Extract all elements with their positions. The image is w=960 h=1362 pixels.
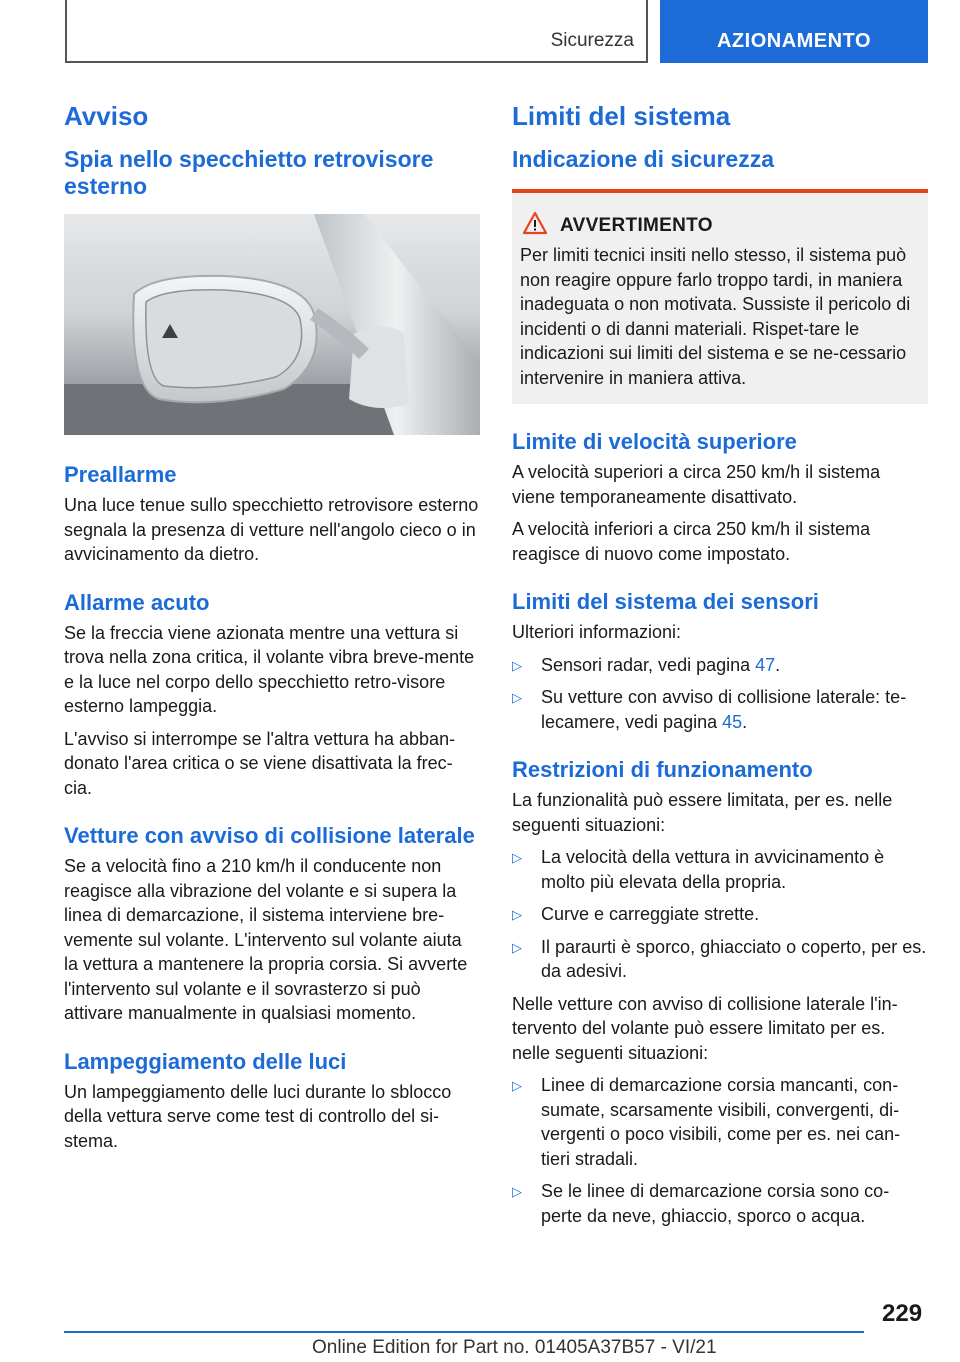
- footer-edition: Online Edition for Part no. 01405A37B57 - VI/21: [312, 1337, 717, 1358]
- bullet-triangle-icon: ▷: [512, 939, 522, 955]
- bullet-triangle-icon: ▷: [512, 850, 522, 865]
- subtitle-spia: Spia nello specchietto retrovisore esterno: [64, 146, 434, 199]
- page-link-47[interactable]: 47: [755, 654, 776, 675]
- subtitle-indicazione: Indicazione di sicurezza: [512, 146, 775, 172]
- list-item: ▷ Linee di demarcazione corsia mancanti, con-sumate, scarsamente visibili, convergenti, di-vergenti o poco visibili, come per es. nei can-tieri stradali.: [512, 1075, 901, 1169]
- list-item: ▷ Curve e carreggiate strette.: [512, 902, 928, 927]
- list-item: ▷ Il paraurti è sporco, ghiacciato o coperto, per es. da adesivi.: [512, 936, 927, 981]
- section-title-limiti: Limiti del sistema: [512, 101, 731, 131]
- warning-triangle-icon: [522, 211, 548, 235]
- header-chapter-tab[interactable]: AZIONAMENTO: [660, 0, 928, 63]
- paragraph-preallarme: Una luce tenue sullo specchietto retrovisore esterno segnala la presenza di vetture nell'angolo cieco o in avvicinamento da dietro.: [64, 495, 479, 564]
- heading-preallarme: Preallarme: [64, 462, 177, 487]
- header-section-label: Sicurezza: [550, 30, 634, 51]
- warning-text: Per limiti tecnici insiti nello stesso, il sistema può non reagire oppure farlo troppo tardi, in maniera inadeguata o non motivata. Sussiste il pericolo di incidenti o di danni materiali. Rispet-tare le indicazioni sui limiti del sistema e se ne-cessario intervenire in maniera attiva.: [520, 245, 911, 388]
- heading-lampeggiamento: Lampeggiamento delle luci: [64, 1048, 347, 1074]
- heading-limiti-sensori: Limiti del sistema dei sensori: [512, 589, 819, 614]
- footer-divider: [64, 1331, 864, 1333]
- list-item: ▷ Su vetture con avviso di collisione laterale: te-lecamere, vedi pagina 45.: [512, 687, 907, 732]
- paragraph-lampeggiamento: Un lampeggiamento delle luci durante lo sblocco della vettura serve come test di controllo del si-stema.: [64, 1081, 452, 1151]
- restrictions-list: [512, 845, 928, 984]
- heading-collisione-laterale: Vetture con avviso di collisione laterale: [64, 823, 475, 848]
- mirror-illustration: [64, 214, 480, 435]
- lane-lines-list: [512, 1073, 928, 1228]
- list-item: ▷ Sensori radar, vedi pagina 47.: [512, 653, 928, 678]
- bullet-triangle-icon: ▷: [512, 690, 522, 705]
- paragraph-restrizioni-2: Nelle vetture con avviso di collisione laterale l'in-tervento del volante può essere limitato per es. nelle seguenti situazioni:: [512, 993, 898, 1063]
- paragraph-allarme-1: Se la freccia viene azionata mentre una vettura si trova nella zona critica, il volante vibra breve-mente e la luce nel corpo dello specchietto retro-visore esterno lampeggia.: [64, 622, 475, 716]
- warning-box: [512, 189, 928, 404]
- paragraph-ulteriori: Ulteriori informazioni:: [512, 622, 682, 642]
- side-mirror-image: [64, 214, 480, 435]
- page-link-45[interactable]: 45: [722, 711, 743, 732]
- sensor-list: [512, 653, 928, 735]
- list-item: ▷ La velocità della vettura in avvicinamento è molto più elevata della propria.: [512, 847, 885, 892]
- heading-allarme-acuto: Allarme acuto: [64, 589, 210, 615]
- paragraph-allarme-2: L'avviso si interrompe se l'altra vettura ha abban-donato l'area critica o se viene disattivata la frec-cia.: [64, 728, 456, 798]
- warning-title: AVVERTIMENTO: [560, 215, 920, 237]
- left-column: [64, 100, 480, 1161]
- heading-limite-velocita: Limite di velocità superiore: [512, 429, 797, 454]
- bullet-triangle-icon: ▷: [512, 1078, 522, 1093]
- heading-restrizioni: Restrizioni di funzionamento: [512, 757, 813, 782]
- bullet-triangle-icon: ▷: [512, 657, 522, 673]
- page-number: 229: [882, 1300, 923, 1327]
- bullet-triangle-icon: ▷: [512, 1184, 522, 1199]
- list-item: ▷ Se le linee di demarcazione corsia sono co-perte da neve, ghiaccio, sporco o acqua.: [512, 1181, 890, 1226]
- header-section-box: [65, 0, 648, 63]
- paragraph-restrizioni-1: La funzionalità può essere limitata, per es. nelle seguenti situazioni:: [512, 790, 893, 835]
- paragraph-velocita-2: A velocità inferiori a circa 250 km/h il sistema reagisce di nuovo come impostato.: [512, 519, 871, 564]
- bullet-triangle-icon: ▷: [512, 907, 522, 922]
- paragraph-collisione: Se a velocità fino a 210 km/h il conducente non reagisce alla vibrazione del volante e si supera la linea di demarcazione, il sistema interviene bre-vemente sul volante. L'intervento sul volante aiuta la vettura a mantenere la propria corsia. Si avverte l'intervento sul volante e il sovrasterzo si può attivare manualmente in qualsiasi momento.: [64, 856, 468, 1023]
- right-column: [512, 100, 928, 1236]
- paragraph-velocita-1: A velocità superiori a circa 250 km/h il sistema viene temporaneamente disattivato.: [512, 462, 881, 507]
- section-title-avviso: Avviso: [64, 101, 149, 131]
